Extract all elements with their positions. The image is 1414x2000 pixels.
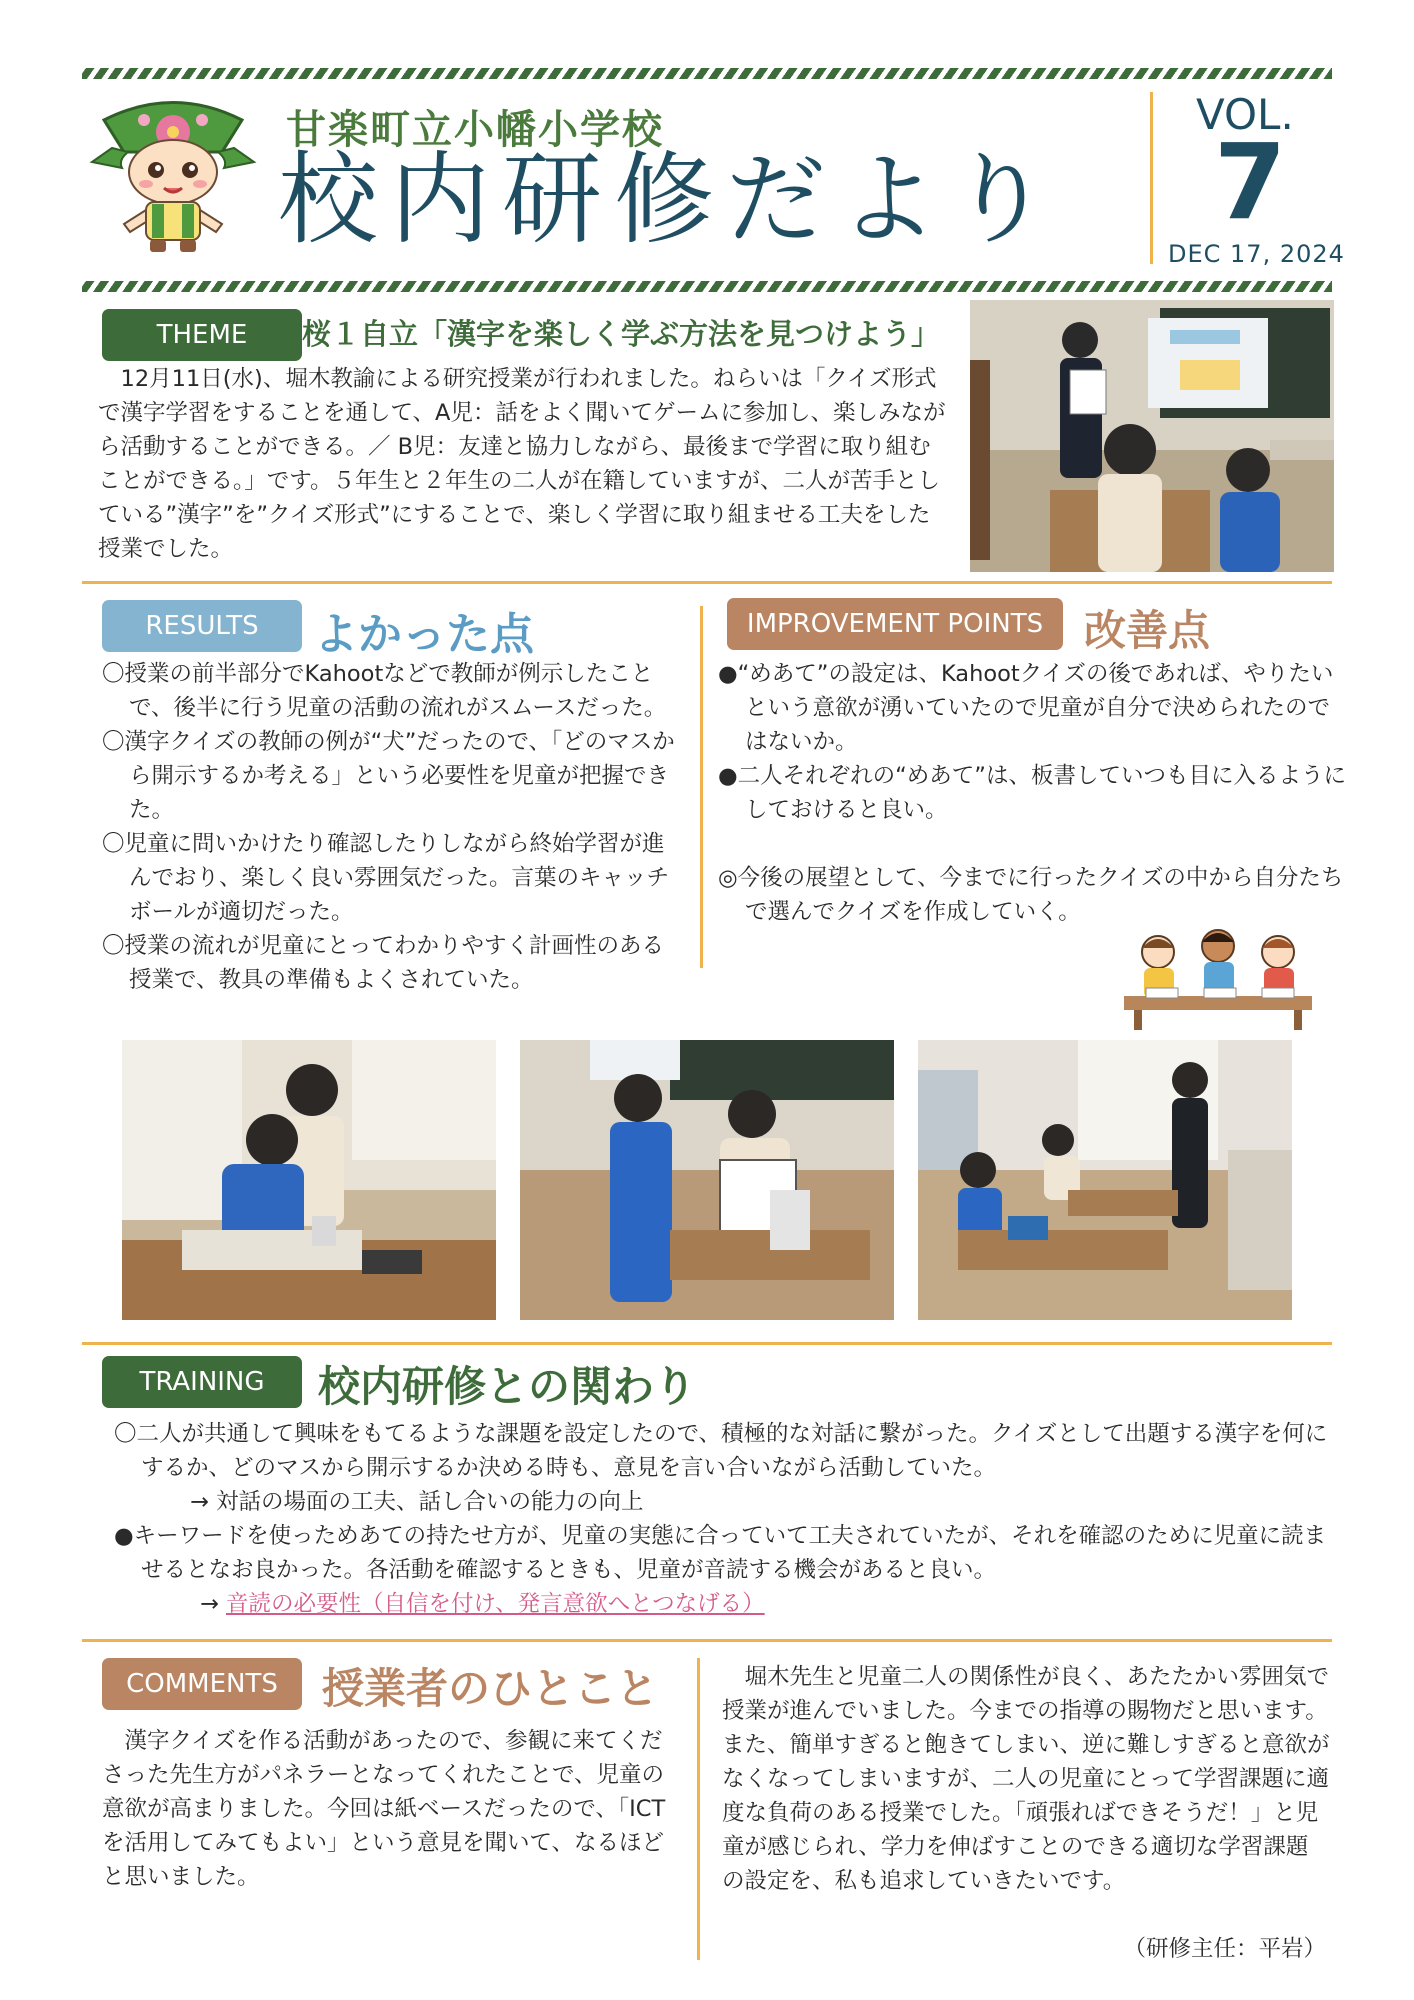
improvement-outlook: ◎今後の展望として、今までに行ったクイズの中から自分たちで選んでクイズを作成していく。	[718, 865, 1344, 925]
oral-reading-note: 音読の必要性（自信を付け、発言意欲へとつなげる）	[226, 1591, 765, 1617]
results-item: 〇授業の前半部分でKahootなどで教師が例示したことで、後半に行う児童の活動の流れがスムースだった。	[102, 661, 667, 721]
training-label: TRAINING	[102, 1356, 302, 1408]
improvement-heading: 改善点	[1084, 606, 1211, 655]
divider-after-training	[82, 1639, 1332, 1642]
divider-after-photos	[82, 1342, 1332, 1345]
results-item: 〇漢字クイズの教師の例が“犬”だったので、「どのマスから開示するか考える」という必要性を児童が把握できた。	[102, 729, 675, 823]
improvement-label: IMPROVEMENT POINTS	[727, 598, 1063, 650]
results-improvement-divider	[700, 606, 703, 968]
training-item-arrow: → 対話の場面の工夫、話し合いの能力の向上	[190, 1489, 644, 1515]
lesson-photo-classroom	[918, 1040, 1292, 1320]
volume-number: 7	[1214, 121, 1287, 243]
training-item: 〇二人が共通して興味をもてるような課題を設定したので、積極的な対話に繋がった。クイズとして出題する漢字を何にするか、どのマスから開示するか決める時も、意見を言い合いながら活動していた。	[114, 1421, 1328, 1481]
issue-date: DEC 17, 2024	[1168, 240, 1345, 268]
improvement-item: ●二人それぞれの“めあて”は、板書していつも目に入るようにしておけると良い。	[718, 763, 1346, 823]
theme-label: THEME	[102, 309, 302, 361]
results-item: 〇授業の流れが児童にとってわかりやすく計画性のある授業で、教具の準備もよくされていた。	[102, 933, 665, 993]
results-list	[102, 657, 686, 997]
results-label: RESULTS	[102, 600, 302, 652]
volume-label: VOL.	[1196, 90, 1294, 139]
header-divider	[1150, 92, 1153, 264]
theme-heading: 桜１自立「漢字を楽しく学ぶ方法を見つけよう」	[302, 317, 941, 351]
training-list	[114, 1417, 1346, 1621]
top-stripe	[82, 68, 1332, 79]
results-item: 〇児童に問いかけたり確認したりしながら終始学習が進んでおり、楽しく良い雰囲気だった。言葉のキャッチボールが適切だった。	[102, 831, 670, 925]
arrow-mark: →	[200, 1591, 227, 1617]
comments-label: COMMENTS	[102, 1658, 302, 1710]
theme-paragraph: 12月11日(水)、堀木教諭による研究授業が行われました。ねらいは「クイズ形式で漢字学習をすることを通して、A児：話をよく聞いてゲームに参加し、楽しみながら活動することができる。／ B児：友達と協力しながら、最後まで学習に取り組むことができる。」です。５年生と２年生の二人が在籍していますが、二人が苦手としている”漢字”を”クイズ形式”にすることで、楽しく学習に取り組ませる工夫をした授業でした。	[98, 366, 946, 562]
supervisor-signature: （研修主任：平岩）	[1123, 1936, 1326, 1962]
lesson-photo-teacher	[970, 300, 1334, 572]
teacher-comment: 漢字クイズを作る活動があったので、参観に来てくださった先生方がパネラーとなってくれたことで、児童の意欲が高まりました。今回は紙ベースだったので、「ICTを活用してみてもよい」という意見を聞いて、なるほどと思いました。	[102, 1728, 666, 1890]
training-heading: 校内研修との関わり	[318, 1362, 697, 1411]
supervisor-comment: 堀木先生と児童二人の関係性が良く、あたたかい雰囲気で授業が進んでいました。今までの指導の賜物だと思います。また、簡単すぎると飽きてしまい、逆に難しすぎると意欲がなくなってしまいますが、二人の児童にとって学習課題に適度な負荷のある授業でした。「頑張ればできそうだ！」と児童が感じられ、学力を伸ばすことのできる適切な学習課題の設定を、私も追求していきたいです。	[722, 1664, 1330, 1894]
divider-after-theme	[82, 581, 1332, 584]
lesson-photo-quiz-sheet	[520, 1040, 894, 1320]
improvement-list	[718, 657, 1348, 929]
results-heading: よかった点	[314, 609, 534, 660]
children-studying-illustration	[1120, 922, 1316, 1032]
training-item: ●キーワードを使っためあての持たせ方が、児童の実態に合っていて工夫されていたが、それを確認のために児童に読ませるとなお良かった。各活動を確認するときも、児童が音読する機会があると良い。	[114, 1523, 1327, 1583]
comments-divider	[697, 1658, 700, 1960]
header-bottom-stripe	[82, 281, 1332, 292]
mascot-illustration	[84, 90, 262, 258]
comments-heading: 授業者のひとこと	[322, 1664, 659, 1713]
newsletter-title: 校内研修だより	[278, 141, 1062, 258]
training-item-arrow	[114, 1587, 1346, 1621]
lesson-photo-pair-desk	[122, 1040, 496, 1320]
school-name: 甘楽町立小幡小学校	[286, 107, 664, 153]
improvement-item: ●“めあて”の設定は、Kahootクイズの後であれば、やりたいという意欲が湧いていたので児童が自分で決められたのではないか。	[718, 661, 1334, 755]
